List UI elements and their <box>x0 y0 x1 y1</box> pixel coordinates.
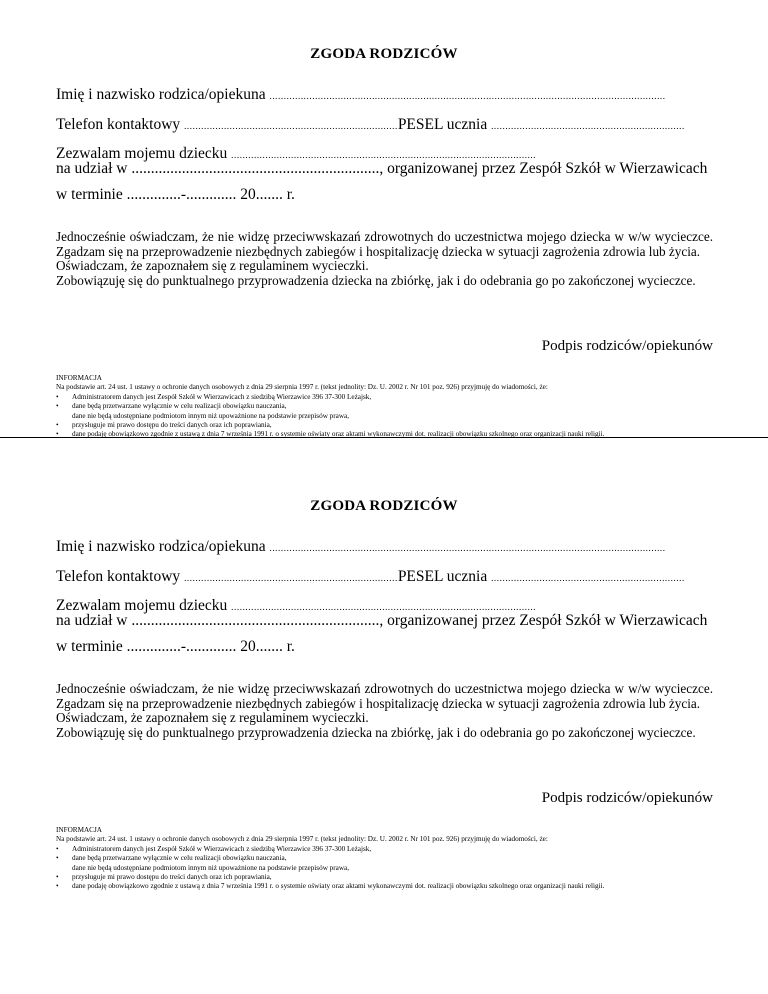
info-item: • dane będą przetwarzane wyłącznie w celu realizacji obowiązku nauczania, <box>56 402 716 411</box>
info-item: dane nie będą udostępniane podmiotom innym niż upoważnione na podstawie przepisów prawa, <box>72 863 350 872</box>
pesel-label: PESEL ucznia <box>397 568 488 585</box>
term-line[interactable]: w terminie ..............-............. 20....... r. <box>56 638 295 655</box>
info-intro: Na podstawie art. 24 ust. 1 ustawy o ochronie danych osobowych z dnia 29 sierpnia 1997 r. (tekst jednolity: Dz. U. 2002 r. Nr 101 poz. 926) przyjmuję do wiadomości, że: <box>56 835 548 844</box>
info-heading: INFORMACJA <box>56 826 102 834</box>
info-intro: Na podstawie art. 24 ust. 1 ustawy o ochronie danych osobowych z dnia 29 sierpnia 1997 r. (tekst jednolity: Dz. U. 2002 r. Nr 101 poz. 926) przyjmuję do wiadomości, że: <box>56 383 548 392</box>
child-name-field[interactable]: ........................................................................................................... <box>231 150 537 160</box>
parent-name-field[interactable]: ........................................................................................................................................... <box>269 91 666 101</box>
info-list <box>56 393 716 440</box>
declaration-paragraph: Zobowiązuję się do punktualnego przyprowadzenia dziecka na zbiórkę, jak i do odebrania go po zakończonej wycieczce. <box>56 724 696 740</box>
info-item: • przysługuje mi prawo dostępu do treści danych oraz ich poprawiania, <box>56 421 716 430</box>
info-item: • dane będą przetwarzane wyłącznie w celu realizacji obowiązku nauczania, <box>56 854 716 863</box>
trip-line[interactable]: na udział w ................................................................, organizowanej przez Zespół Szkół w Wierzawicach <box>56 160 708 177</box>
declaration-paragraph: Oświadczam, że zapoznałem się z regulaminem wycieczki. <box>56 258 369 274</box>
declaration <box>56 682 713 740</box>
declaration-paragraph: Jednocześnie oświadczam, że nie widzę przeciwwskazań zdrowotnych do uczestnictwa mojego dziecka w w/w wycieczce. Zgadzam się na przeprowadzenie niezbędnych zabiegów i hospitalizację dziecka w sytuacji zagrożenia zdrowia lub życia. <box>56 229 713 259</box>
phone-pesel-line <box>56 116 685 134</box>
pesel-field[interactable]: .................................................................... <box>491 121 685 131</box>
privacy-info <box>56 826 716 892</box>
trip-line[interactable]: na udział w ................................................................, organizowanej przez Zespół Szkół w Wierzawicach <box>56 612 708 629</box>
parent-name-line <box>56 538 666 556</box>
pesel-label: PESEL ucznia <box>397 116 488 133</box>
phone-field[interactable]: ........................................................................... <box>184 573 398 583</box>
signature-label: Podpis rodziców/opiekunów <box>541 338 713 354</box>
info-item: • przysługuje mi prawo dostępu do treści danych oraz ich poprawiania, <box>56 873 716 882</box>
form-title: ZGODA RODZICÓW <box>310 498 458 514</box>
cut-line-divider <box>0 437 768 438</box>
declaration-paragraph: Jednocześnie oświadczam, że nie widzę przeciwwskazań zdrowotnych do uczestnictwa mojego dziecka w w/w wycieczce. Zgadzam się na przeprowadzenie niezbędnych zabiegów i hospitalizację dziecka w sytuacji zagrożenia zdrowia lub życia. <box>56 681 713 711</box>
declaration-paragraph: Zobowiązuję się do punktualnego przyprowadzenia dziecka na zbiórkę, jak i do odebrania go po zakończonej wycieczce. <box>56 272 696 288</box>
signature-label: Podpis rodziców/opiekunów <box>541 790 713 806</box>
pesel-field[interactable]: .................................................................... <box>491 573 685 583</box>
info-item: • dane podaję obowiązkowo zgodnie z ustawą z dnia 7 września 1991 r. o systemie oświaty oraz aktami wykonawczymi dot. realizacji obowiązku szkolnego oraz organizacji nauki religii. <box>56 882 716 891</box>
form-title: ZGODA RODZICÓW <box>310 46 458 62</box>
info-list <box>56 845 716 892</box>
info-heading: INFORMACJA <box>56 374 102 382</box>
permit-label: Zezwalam mojemu dziecku <box>56 597 228 614</box>
parent-name-field[interactable]: ........................................................................................................................................... <box>269 543 666 553</box>
info-item: • Administratorem danych jest Zespół Szkół w Wierzawicach z siedzibą Wierzawice 396 37-300 Leżajsk, <box>56 845 716 854</box>
parent-name-label: Imię i nazwisko rodzica/opiekuna <box>56 86 266 103</box>
phone-label: Telefon kontaktowy <box>56 116 181 133</box>
info-item: • Administratorem danych jest Zespół Szkół w Wierzawicach z siedzibą Wierzawice 396 37-300 Leżajsk, <box>56 393 716 402</box>
privacy-info <box>56 374 716 440</box>
declaration-paragraph: Oświadczam, że zapoznałem się z regulaminem wycieczki. <box>56 710 369 726</box>
parent-name-label: Imię i nazwisko rodzica/opiekuna <box>56 538 266 555</box>
declaration <box>56 230 713 288</box>
info-item: • dane podaję obowiązkowo zgodnie z ustawą z dnia 7 września 1991 r. o systemie oświaty oraz aktami wykonawczymi dot. realizacji obowiązku szkolnego oraz organizacji nauki religii. <box>56 430 716 439</box>
permit-label: Zezwalam mojemu dziecku <box>56 145 228 162</box>
phone-field[interactable]: ........................................................................... <box>184 121 398 131</box>
child-name-field[interactable]: ........................................................................................................... <box>231 602 537 612</box>
info-item: dane nie będą udostępniane podmiotom innym niż upoważnione na podstawie przepisów prawa, <box>72 411 350 420</box>
phone-label: Telefon kontaktowy <box>56 568 181 585</box>
parent-name-line <box>56 86 666 104</box>
phone-pesel-line <box>56 568 685 586</box>
term-line[interactable]: w terminie ..............-............. 20....... r. <box>56 186 295 203</box>
